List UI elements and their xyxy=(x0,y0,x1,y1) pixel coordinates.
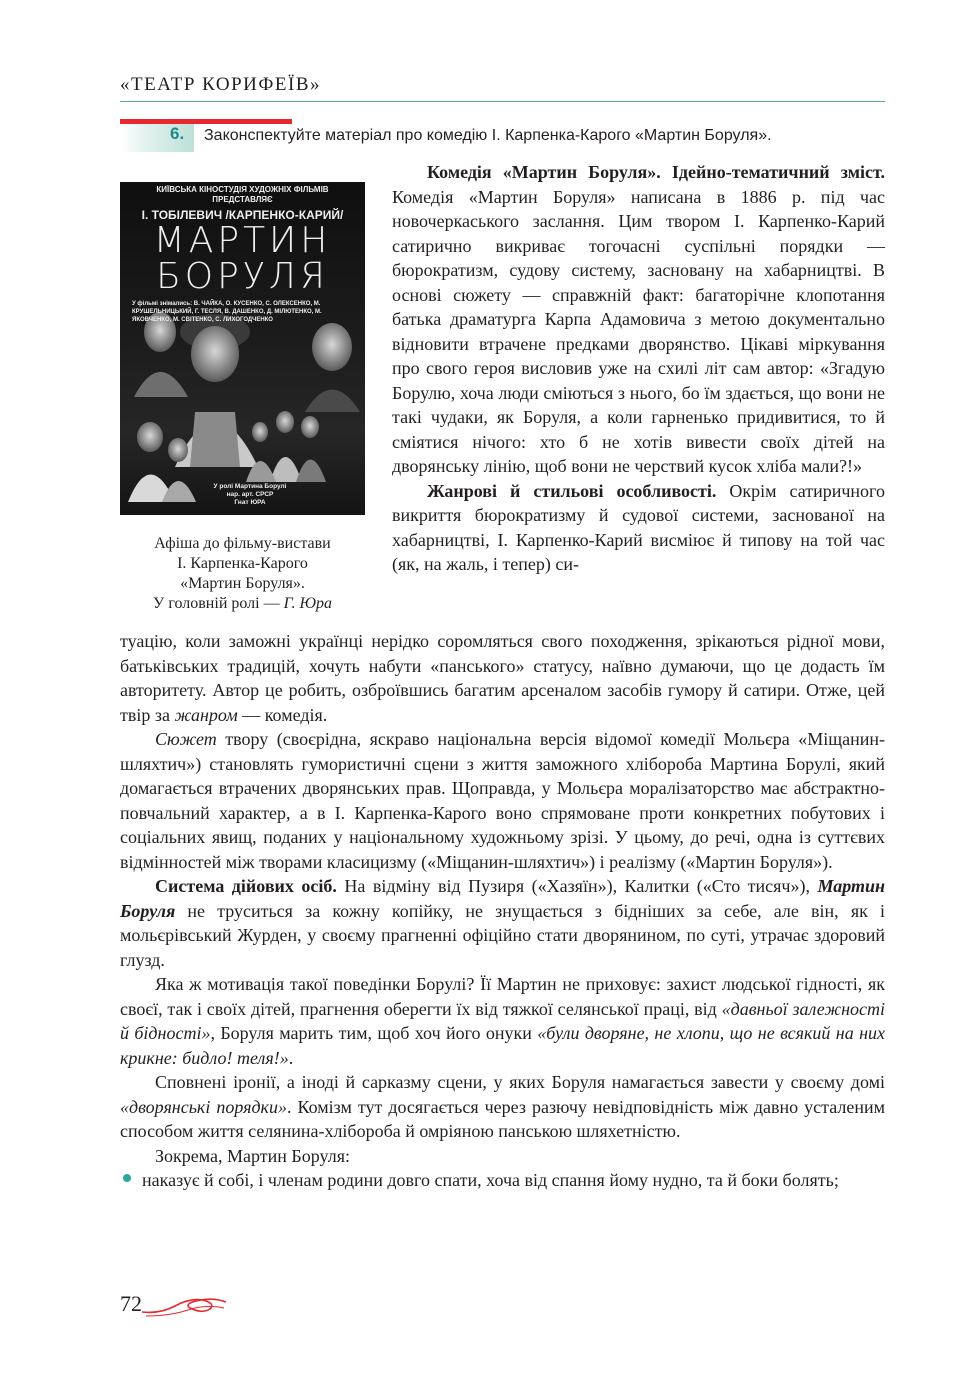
characters-paragraph: Система дійових осіб. На відміну від Пузиря («Хазяїн»), Калитки («Сто тисяч»), Мартин Боруля не труситься за кожну копійку, не знущається з бідніших за себе, але він, як і мольєрівський Журден, у своєму прагненні офіційно стати дворянином, по суті, утрачає здоровий глузд. xyxy=(120,876,885,970)
poster-title-line2: БОРУЛЯ xyxy=(156,256,329,297)
main-text-block xyxy=(120,629,885,1193)
irony-paragraph: Сповнені іронії, а іноді й сарказму сцени, у яких Боруля намагається завести у своєму домі «дворянські порядки». Комізм тут досягається через разючу невідповідність між давно усталеним способом життя селянина-хлібороба й омріяною панською шляхетністю. xyxy=(120,1072,886,1141)
characters-heading: Система дійових осіб. xyxy=(155,876,337,896)
header-rule xyxy=(120,101,885,102)
section-genre-heading: Жанрові й стильові особливості. xyxy=(427,480,717,501)
page-number: 72 xyxy=(120,1291,142,1316)
poster-studio: КИЇВСЬКА КІНОСТУДІЯ ХУДОЖНІХ ФІЛЬМІВ ПРЕДСТАВЛЯЄ xyxy=(156,185,329,204)
poster-lead-actor: У ролі Мартина Борулі нар. арт. СРСР Гнат ЮРА xyxy=(213,483,287,506)
right-column xyxy=(392,160,885,577)
section-genre-paragraph-end: туацію, коли заможні українці нерідко соромляться свого походження, зрікаються рідної мови, батьківських традицій, хочуть набути «панського» статусу, наївно думаючи, що це додасть їм авторитету. Автор це робить, озброївшись багатим арсеналом засобів гумору й сатири. Отже, цей твір за жанром — комедія. xyxy=(120,631,885,725)
plot-paragraph: Сюжет твору (своєрідна, яскраво національна версія відомої комедії Мольєра «Міщанин-шляхтич») становлять гумористичні сцени з життя заможного хлібороба Мартина Борулі, який домагається втрачених дворянських прав. Щоправда, у Мольєра моралізаторство має абстрактно-повчальний характер, а в І. Карпенка-Карого воно спрямоване проти конкретних побутових і соціальних явищ, поданих у національному художньому зрізі. У цьому, до речі, одна із суттєвих відмінностей між творами класицизму («Міщанин-шляхтич») і реалізму («Мартин Боруля»). xyxy=(120,729,885,872)
motivation-paragraph: Яка ж мотивація такої поведінки Борулі? Її Мартин не приховує: захист людської гідності, як своєї, так і своїх дітей, прагнення оберегти їх від тяжкої селянської праці, від «давньої залежності й бідності», Боруля марить тим, щоб хоч його онуки «були дворяне, не хлопи, що не всякий на них крикне: бидло! теля!». xyxy=(120,974,886,1068)
section-idea-heading: Комедія «Мартин Боруля». Ідейно-тематичний зміст. xyxy=(427,162,885,182)
running-header: «ТЕАТР КОРИФЕЇВ» xyxy=(120,74,322,95)
list-item: наказує й собі, і членам родини довго спати, хоча від спання йому нудно, та й боки болять; xyxy=(120,1168,885,1193)
poster-caption: Афіша до фільму-вистави І. Карпенка-Карого «Мартин Боруля». У головній ролі — Г. Юра xyxy=(152,535,333,612)
poster-cast: У фільмі знімались: В. ЧАЙКА, О. КУСЕНКО, С. ОЛЕКСЕНКО, М. КРУШЕЛЬНИЦЬКИЙ, Г. ТЕСЛЯ, В. ДАШЕНКО, Д. МІЛЮТЕНКО, М. ЯКОВЧЕНКО, М. СВІТЕНКО, С. ЛИХОГОДЧЕНКО xyxy=(132,301,322,323)
section-genre-paragraph-start: Жанрові й стильові особливості. Окрім сатиричного викриття бюрократизму й судової системи, заснованої на хабарництві, І. Карпенко-Карий висміює й типову на той час (як, на жаль, і тепер) си- xyxy=(392,480,885,574)
poster-author: І. ТОБІЛЕВИЧ /КАРПЕНКО-КАРИЙ/ xyxy=(141,208,344,222)
page-ornament-icon xyxy=(140,1292,230,1318)
film-poster xyxy=(120,182,365,515)
list-intro: Зокрема, Мартин Боруля: xyxy=(155,1145,350,1166)
poster-title-line1: МАРТИН xyxy=(153,220,332,261)
section-idea-paragraph: Комедія «Мартин Боруля». Ідейно-тематичний зміст. Комедія «Мартин Боруля» написана в 1886 р. під час новочеркаського заслання. Цим твором І. Карпенко-Карий сатирично викриває тогочасні суспільні порядки — бюрократизм, судову систему, засновану на хабарництві. В основі сюжету — справжній факт: багаторічне клопотання батька драматурга Карпа Адамовича з метою документально відновити втрачене предками дворянство. Цікаві міркування про свого героя висловив уже на схилі літ сам автор: «Згадую Борулю, хоча люди сміються з нього, бо їм здається, що вони не такі чудаки, як Боруля, а коли гарненько придивитися, то й сміятися нічого: хто б не хотів вивести своїх дітей на дворянську лінію, щоб вони не черствий кусок хліба мали?!» xyxy=(392,162,885,476)
task-number: 6. xyxy=(170,124,185,143)
bullet-dot-icon xyxy=(123,1174,131,1182)
task-text: Законспектуйте матеріал про комедію І. Карпенка-Карого «Мартин Боруля». xyxy=(204,127,772,144)
